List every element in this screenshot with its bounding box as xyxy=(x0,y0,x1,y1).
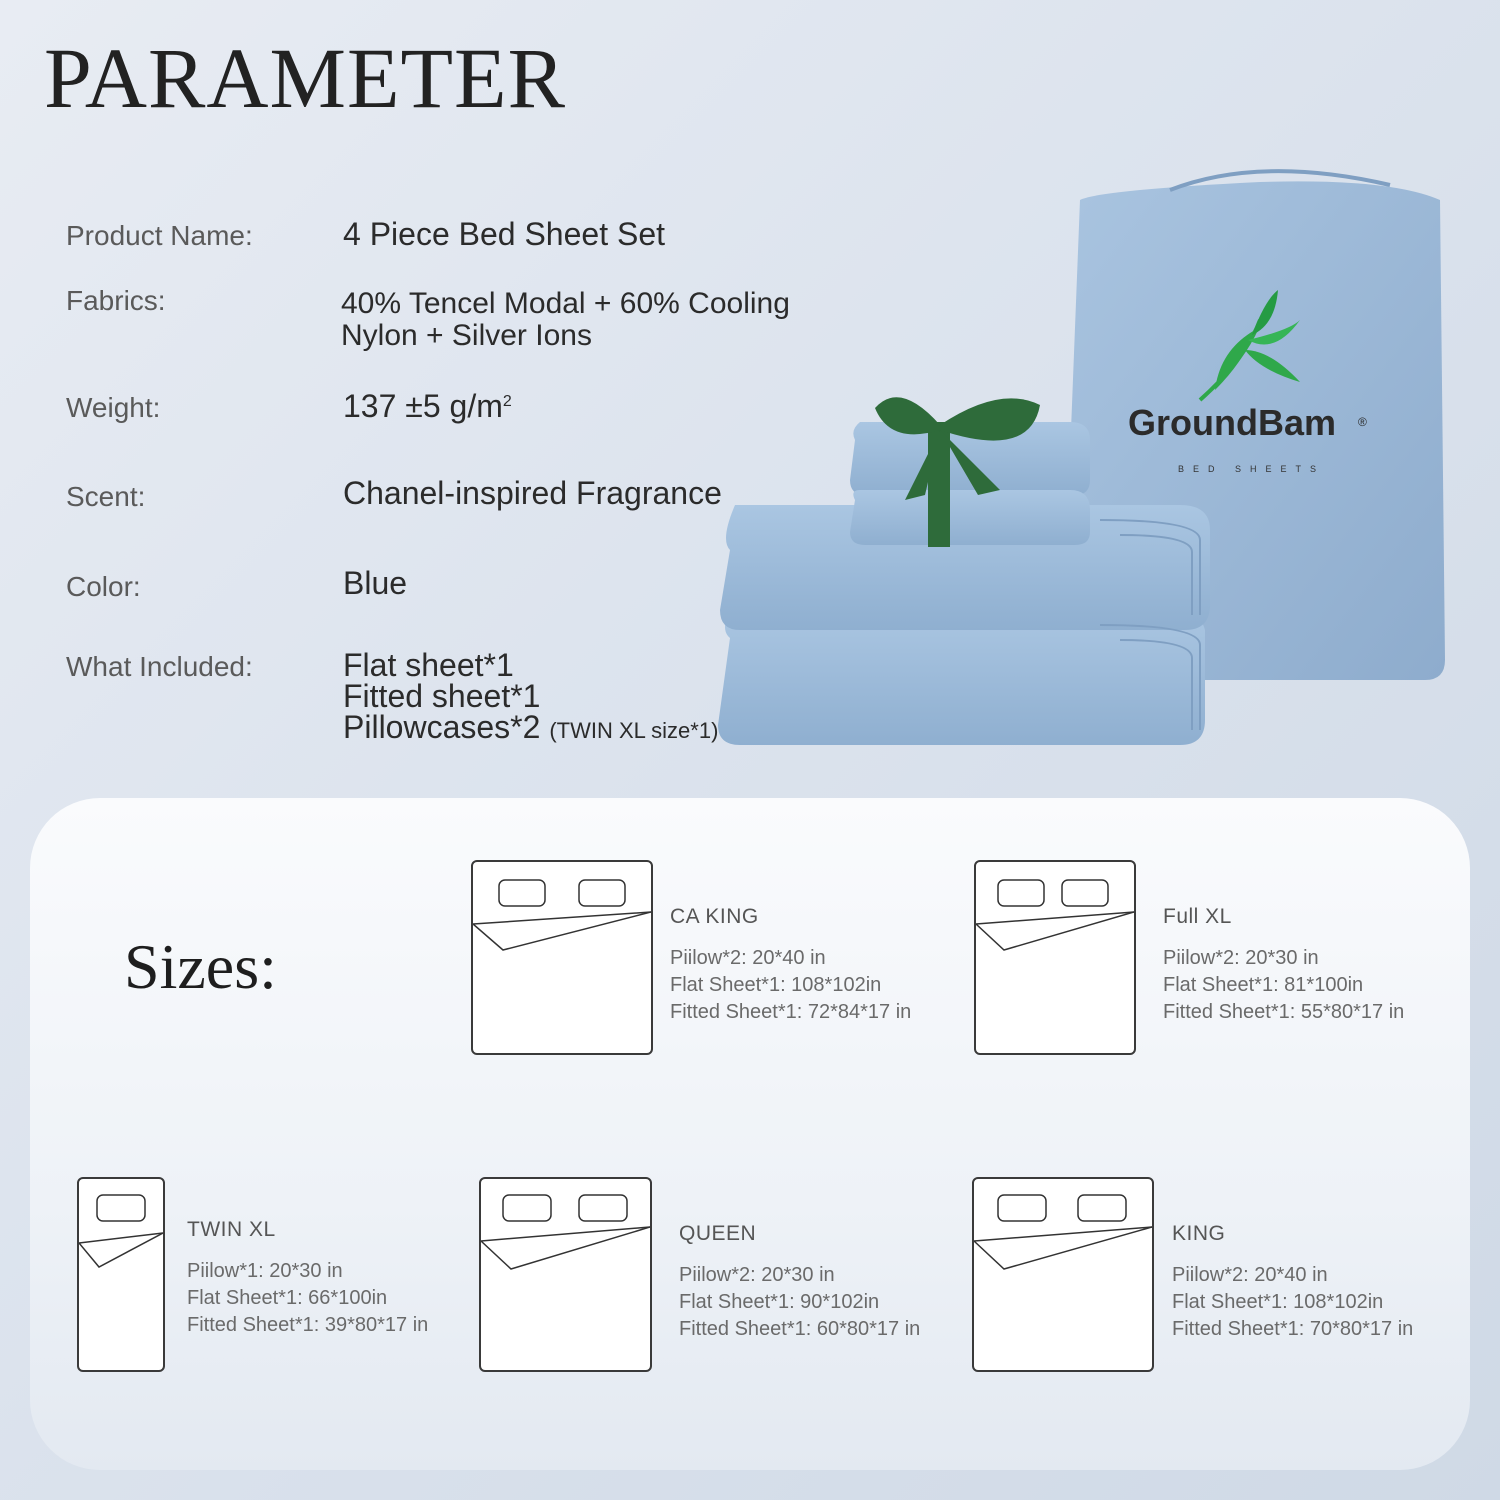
scent-label: Scent: xyxy=(66,481,146,512)
fitted-sheet-spec: Fitted Sheet*1: 55*80*17 in xyxy=(1163,1001,1405,1023)
page-title: PARAMETER xyxy=(44,30,566,126)
size-info-full-xl xyxy=(1163,905,1404,1026)
size-name: Full XL xyxy=(1163,905,1232,928)
weight-number: 137 ±5 g/m xyxy=(343,388,503,424)
scent-value: Chanel-inspired Fragrance xyxy=(343,475,722,511)
sizes-panel xyxy=(30,798,1470,1470)
fitted-sheet-spec: Fitted Sheet*1: 72*84*17 in xyxy=(670,1001,912,1023)
product-name-label: Product Name: xyxy=(66,220,253,251)
fabrics-line-2: Nylon + Silver Ions xyxy=(341,319,592,352)
bed-diagram-king xyxy=(972,1177,1154,1372)
product-illustration xyxy=(700,160,1480,770)
size-info-ca-king xyxy=(670,905,911,1026)
size-name: KING xyxy=(1172,1222,1226,1245)
brand-name: GroundBam xyxy=(1128,402,1337,443)
flat-sheet-spec: Flat Sheet*1: 81*100in xyxy=(1163,974,1364,996)
bed-diagram-full-xl xyxy=(974,860,1136,1055)
pillow-spec: Piilow*1: 20*30 in xyxy=(187,1260,343,1282)
fitted-sheet-spec: Fitted Sheet*1: 60*80*17 in xyxy=(679,1318,921,1340)
size-name: CA KING xyxy=(670,905,759,928)
included-value xyxy=(343,647,719,746)
flat-sheet-spec: Flat Sheet*1: 108*102in xyxy=(670,974,882,996)
fitted-sheet-spec: Fitted Sheet*1: 39*80*17 in xyxy=(187,1314,429,1336)
brand-tagline: BED SHEETS xyxy=(1178,464,1326,474)
color-label: Color: xyxy=(66,571,141,602)
included-label: What Included: xyxy=(66,651,253,682)
flat-sheet-spec: Flat Sheet*1: 66*100in xyxy=(187,1287,388,1309)
pillow-spec: Piilow*2: 20*40 in xyxy=(670,947,826,969)
included-line-1: Flat sheet*1 xyxy=(343,647,514,683)
bed-diagram-ca-king xyxy=(471,860,653,1055)
brand-registered: ® xyxy=(1358,415,1367,429)
product-name-value: 4 Piece Bed Sheet Set xyxy=(343,216,665,252)
pillow-spec: Piilow*2: 20*30 in xyxy=(679,1264,835,1286)
size-info-queen xyxy=(679,1222,920,1343)
pillowcases-text: Pillowcases*2 xyxy=(343,709,541,745)
flat-sheet-spec: Flat Sheet*1: 108*102in xyxy=(1172,1291,1384,1313)
size-name: TWIN XL xyxy=(187,1218,276,1241)
weight-value xyxy=(343,390,512,422)
size-info-twin-xl xyxy=(187,1218,428,1339)
fitted-sheet-spec: Fitted Sheet*1: 70*80*17 in xyxy=(1172,1318,1414,1340)
fabrics-line-1: 40% Tencel Modal + 60% Cooling xyxy=(341,287,790,320)
included-note: (TWIN XL size*1) xyxy=(549,718,719,743)
bed-diagram-queen xyxy=(479,1177,652,1372)
weight-superscript: 2 xyxy=(502,393,512,410)
sizes-heading: Sizes: xyxy=(124,931,277,1002)
size-name: QUEEN xyxy=(679,1222,757,1245)
included-line-2: Fitted sheet*1 xyxy=(343,678,541,714)
fabrics-label: Fabrics: xyxy=(66,285,166,316)
flat-sheet-spec: Flat Sheet*1: 90*102in xyxy=(679,1291,880,1313)
pillow-spec: Piilow*2: 20*40 in xyxy=(1172,1264,1328,1286)
bed-diagram-twin-xl xyxy=(77,1177,165,1372)
pillow-spec: Piilow*2: 20*30 in xyxy=(1163,947,1319,969)
color-value: Blue xyxy=(343,565,408,601)
size-info-king xyxy=(1172,1222,1413,1343)
weight-label: Weight: xyxy=(66,392,161,423)
included-line-3 xyxy=(343,709,719,746)
